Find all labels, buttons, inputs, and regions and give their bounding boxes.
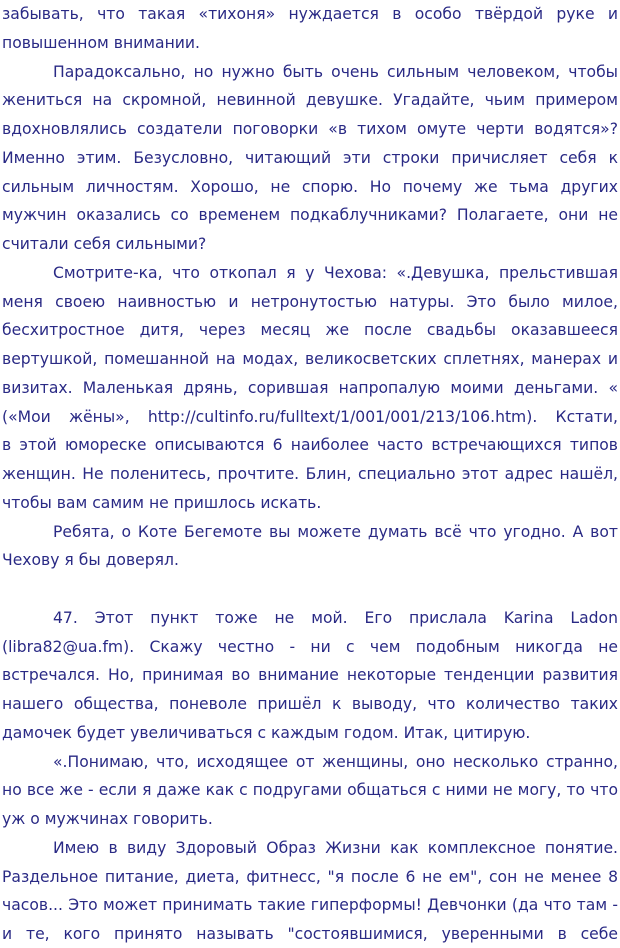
page-text: [2, 0, 618, 948]
text-line: чтобы вам самим не пришлось искать.: [2, 493, 322, 512]
paragraph: [2, 58, 618, 259]
text-line: Имею в виду Здоровый Образ Жизни как комплексное понятие.: [53, 838, 618, 857]
blank-paragraph: [2, 575, 618, 604]
text-line: дамочек будет увеличиваться с каждым годом. Итак, цитирую.: [2, 723, 531, 742]
text-line: Смотрите-ка, что откопал я у Чехова: «.Девушка, прельстившая: [53, 263, 618, 282]
text-line: считали себя сильными?: [2, 235, 207, 253]
text-line: часов... Это может принимать такие гиперформы! Девчонки (да что там -: [2, 896, 618, 915]
text-line: мужчин оказались со временем подкаблучниками? Полагаете, они не: [2, 206, 618, 225]
text-line: (libra82@ua.fm). Скажу честно - ни с чем подобным никогда не: [2, 637, 618, 656]
text-line: в этой юмореске описываются 6 наиболее часто встречающихся типов: [2, 436, 618, 455]
paragraph: [2, 834, 618, 948]
text-line: («Мои жёны», http://cultinfo.ru/fulltext/1/001/001/213/106.htm). Кстати,: [2, 407, 618, 426]
paragraph: [2, 604, 618, 748]
text-line: вдохновлялись создатели поговорки «в тихом омуте черти водятся»?: [2, 120, 618, 138]
text-line: нашего общества, поневоле пришёл к выводу, что количество таких: [2, 695, 618, 713]
text-line: меня своею наивностью и нетронутостью натуры. Это было милое,: [2, 292, 618, 311]
text-line: Раздельное питание, диета, фитнесс, "я после 6 не ем", сон не менее 8: [2, 867, 618, 886]
text-line: уж о мужчинах говорить.: [2, 810, 213, 828]
text-line: Именно этим. Безусловно, читающий эти строки причисляет себя к: [2, 148, 618, 167]
text-line: 47. Этот пункт тоже не мой. Его прислала Karina Ladon: [53, 608, 618, 627]
text-line: забывать, что такая «тихоня» нуждается в особо твёрдой руке и: [2, 5, 618, 23]
paragraph: [2, 748, 618, 834]
text-line: Чехову я бы доверял.: [2, 551, 179, 570]
paragraph: [2, 0, 618, 58]
text-line: Ребята, о Коте Бегемоте вы можете думать всё что угодно. А вот: [53, 522, 618, 541]
paragraph: [2, 259, 618, 518]
paragraph: [2, 518, 618, 576]
blank-line: [2, 575, 618, 604]
text-line: и те, кого принято называть "состоявшимися, уверенными в себе: [2, 925, 618, 943]
text-line: бесхитростное дитя, через месяц же после свадьбы оказавшееся: [2, 321, 618, 340]
text-line: Парадоксально, но нужно быть очень сильным человеком, чтобы: [53, 62, 618, 81]
text-line: визитах. Маленькая дрянь, сорившая напропалую моими деньгами. «: [2, 378, 618, 397]
text-line: сильным личностям. Хорошо, не спорю. Но почему же тьма других: [2, 177, 618, 196]
text-line: вертушкой, помешанной на модах, великосветских сплетнях, манерах и: [2, 350, 618, 368]
text-line: «.Понимаю, что, исходящее от женщины, оно несколько странно,: [53, 752, 618, 771]
text-line: повышенном внимании.: [2, 33, 201, 52]
text-line: встречался. Но, принимая во внимание некоторые тенденции развития: [2, 666, 618, 685]
text-line: но все же - если я даже как с подругами общаться с ними не могу, то что: [2, 781, 618, 800]
text-line: жениться на скромной, невинной девушке. Угадайте, чьим примером: [2, 91, 618, 110]
text-line: женщин. Не поленитесь, прочтите. Блин, специально этот адрес нашёл,: [2, 465, 618, 483]
